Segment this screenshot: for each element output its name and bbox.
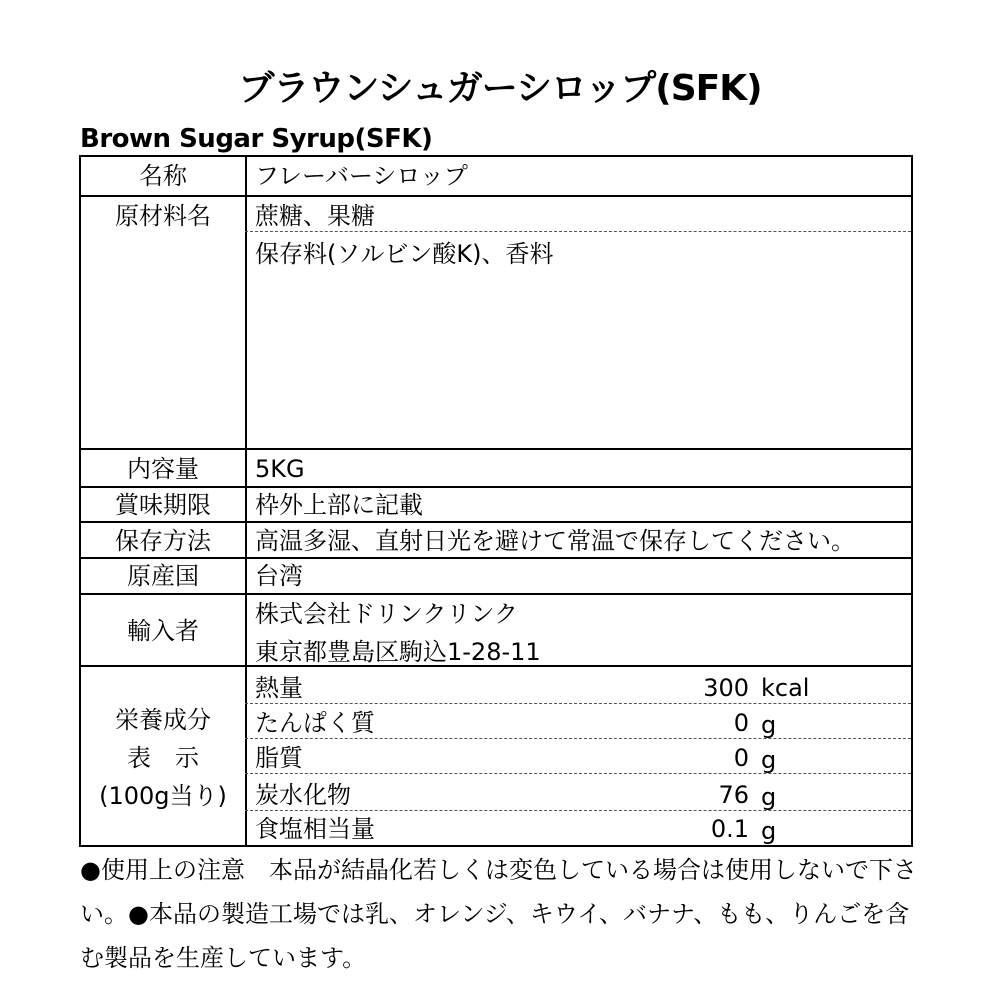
nutrition-row-unit: g bbox=[761, 817, 777, 845]
dashed-divider bbox=[245, 231, 911, 232]
origin-value: 台湾 bbox=[255, 562, 303, 590]
column-divider bbox=[245, 157, 247, 845]
row-divider bbox=[81, 665, 911, 667]
nutrition-row-value: 300 bbox=[703, 674, 749, 702]
importer-label: 輸入者 bbox=[127, 617, 199, 645]
nutrition-row-value: 76 bbox=[718, 781, 749, 809]
nutrition-label-line-1: 栄養成分 bbox=[115, 706, 211, 734]
nutrition-label-line-3: (100g当り) bbox=[99, 782, 227, 810]
volume-value: 5KG bbox=[255, 455, 305, 483]
nutrition-row-unit: g bbox=[761, 783, 777, 811]
row-divider bbox=[81, 486, 911, 488]
importer-line-2: 東京都豊島区駒込1-28-11 bbox=[255, 638, 541, 666]
row-divider bbox=[81, 593, 911, 595]
origin-label: 原産国 bbox=[127, 562, 199, 590]
nutrition-row-unit: kcal bbox=[761, 674, 810, 702]
nutrition-row-value: 0.1 bbox=[710, 815, 749, 843]
importer-line-1: 株式会社ドリンクリンク bbox=[255, 600, 519, 628]
expiry-value: 枠外上部に記載 bbox=[255, 491, 423, 519]
nutrition-row-name: 食塩相当量 bbox=[255, 815, 375, 843]
usage-note: ●使用上の注意 本品が結晶化若しくは変色している場合は使用しないで下さい。●本品の製造工場では乳、オレンジ、キウイ、バナナ、もも、りんごを含む製品を生産しています。 bbox=[80, 856, 917, 972]
row-divider bbox=[81, 521, 911, 523]
dashed-divider bbox=[245, 703, 911, 704]
nutrition-row-unit: g bbox=[761, 746, 777, 774]
ingredients-line-2: 保存料(ソルビン酸K)、香料 bbox=[255, 240, 554, 268]
row-divider bbox=[81, 448, 911, 450]
product-title: ブラウンシュガーシロップ(SFK) bbox=[238, 68, 762, 109]
nutrition-row-value: 0 bbox=[733, 709, 749, 737]
ingredients-label: 原材料名 bbox=[115, 202, 211, 230]
row-divider bbox=[81, 557, 911, 559]
dashed-divider bbox=[245, 773, 911, 774]
row-divider bbox=[81, 195, 911, 197]
ingredients-line-1: 蔗糖、果糖 bbox=[255, 202, 375, 230]
nutrition-row-name: 脂質 bbox=[255, 744, 303, 772]
dashed-divider bbox=[245, 810, 911, 811]
nutrition-row-unit: g bbox=[761, 711, 777, 739]
nutrition-row-name: たんぱく質 bbox=[255, 709, 375, 737]
nutrition-row-value: 0 bbox=[733, 744, 749, 772]
storage-value: 高温多湿、直射日光を避けて常温で保存してください。 bbox=[255, 527, 855, 555]
product-subtitle: Brown Sugar Syrup(SFK) bbox=[80, 124, 433, 154]
name-label: 名称 bbox=[139, 162, 187, 190]
nutrition-row-name: 炭水化物 bbox=[255, 781, 351, 809]
name-value: フレーバーシロップ bbox=[255, 162, 468, 190]
storage-label: 保存方法 bbox=[115, 527, 211, 555]
dashed-divider bbox=[245, 738, 911, 739]
nutrition-row-name: 熱量 bbox=[255, 674, 303, 702]
expiry-label: 賞味期限 bbox=[115, 491, 211, 519]
food-label-table bbox=[79, 155, 913, 847]
volume-label: 内容量 bbox=[127, 455, 199, 483]
nutrition-label-line-2: 表 示 bbox=[127, 744, 199, 772]
